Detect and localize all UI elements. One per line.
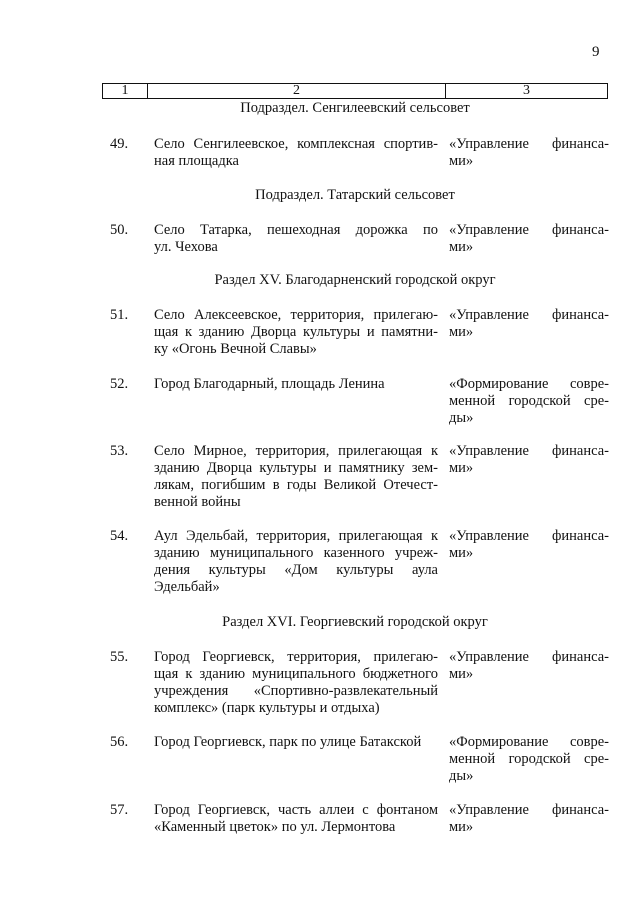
entry-number: 50. — [110, 222, 129, 238]
program-line: менной городской сре- — [449, 751, 609, 767]
program-line: ми» — [449, 239, 474, 255]
program-line: ми» — [449, 153, 474, 169]
program-line: «Управление финанса- — [449, 222, 609, 238]
entry-place — [154, 443, 438, 511]
place-line: Город Георгиевск, территория, прилегаю- — [154, 649, 438, 665]
program-line: ми» — [449, 324, 474, 340]
column-number-1: 1 — [103, 84, 148, 99]
entry-place — [154, 222, 438, 256]
program-line: менной городской сре- — [449, 393, 609, 409]
program-line: «Управление финанса- — [449, 136, 609, 152]
place-line: зданию муниципального казенного учреж- — [154, 545, 438, 561]
entry-place — [154, 528, 438, 596]
entry-number: 53. — [110, 443, 129, 459]
entry-number: 51. — [110, 307, 129, 323]
program-line: ми» — [449, 819, 474, 835]
place-line: ку «Огонь Вечной Славы» — [154, 341, 317, 357]
table-header — [102, 83, 608, 99]
place-line: Эдельбай» — [154, 579, 220, 595]
entry-program — [449, 802, 609, 836]
entry-program — [449, 734, 609, 785]
place-line: Аул Эдельбай, территория, прилегающая к — [154, 528, 438, 544]
place-line: венной войны — [154, 494, 241, 510]
place-line: комплекс» (парк культуры и отдыха) — [154, 700, 380, 716]
program-line: ми» — [449, 666, 474, 682]
place-line: лякам, погибшим в годы Великой Отечест- — [154, 477, 438, 493]
entry-program — [449, 136, 609, 170]
subsection-heading-tatarsky: Подраздел. Татарский сельсовет — [255, 187, 455, 203]
entry-number: 49. — [110, 136, 129, 152]
place-line: Село Татарка, пешеходная дорожка по — [154, 222, 438, 238]
column-number-3: 3 — [446, 84, 608, 99]
subsection-heading-sengileevsky: Подраздел. Сенгилеевский сельсовет — [240, 100, 470, 116]
place-line: Город Георгиевск, парк по улице Батакской — [154, 734, 422, 750]
program-line: ды» — [449, 768, 474, 784]
program-line: «Управление финанса- — [449, 649, 609, 665]
place-line: ная площадка — [154, 153, 239, 169]
entry-program — [449, 376, 609, 427]
section-heading-georgievsky: Раздел XVI. Георгиевский городской округ — [222, 614, 488, 630]
entry-place — [154, 307, 438, 358]
place-line: Село Мирное, территория, прилегающая к — [154, 443, 438, 459]
program-line: «Управление финанса- — [449, 307, 609, 323]
entry-place — [154, 734, 438, 751]
place-line: зданию Дворца культуры и памятнику зем- — [154, 460, 438, 476]
program-line: «Управление финанса- — [449, 528, 609, 544]
place-line: «Каменный цветок» по ул. Лермонтова — [154, 819, 396, 835]
entry-place — [154, 136, 438, 170]
section-heading-blagodarnensky: Раздел XV. Благодарненский городской округ — [214, 272, 496, 288]
entry-number: 56. — [110, 734, 129, 750]
entry-program — [449, 222, 609, 256]
entry-number: 57. — [110, 802, 129, 818]
place-line: Город Благодарный, площадь Ленина — [154, 376, 385, 392]
column-number-2: 2 — [148, 84, 446, 99]
program-line: «Формирование совре- — [449, 376, 609, 392]
place-line: щая к зданию Дворца культуры и памятни- — [154, 324, 438, 340]
entry-number: 55. — [110, 649, 129, 665]
program-line: «Формирование совре- — [449, 734, 609, 750]
place-line: ул. Чехова — [154, 239, 218, 255]
program-line: ми» — [449, 545, 474, 561]
place-line: Село Алексеевское, территория, прилегаю- — [154, 307, 438, 323]
program-line: «Управление финанса- — [449, 802, 609, 818]
program-line: «Управление финанса- — [449, 443, 609, 459]
entry-number: 52. — [110, 376, 129, 392]
entry-place — [154, 802, 438, 836]
entry-place — [154, 649, 438, 717]
place-line: щая к зданию муниципального бюджетного — [154, 666, 438, 682]
entry-program — [449, 649, 609, 683]
entry-program — [449, 528, 609, 562]
entry-number: 54. — [110, 528, 129, 544]
entry-program — [449, 443, 609, 477]
page-number: 9 — [592, 44, 600, 60]
entry-place — [154, 376, 438, 393]
entry-program — [449, 307, 609, 341]
program-line: ды» — [449, 410, 474, 426]
place-line: Город Георгиевск, часть аллеи с фонтаном — [154, 802, 438, 818]
place-line: Село Сенгилеевское, комплексная спортив- — [154, 136, 438, 152]
place-line: дения культуры «Дом культуры аула — [154, 562, 438, 578]
program-line: ми» — [449, 460, 474, 476]
place-line: учреждения «Спортивно-развлекательный — [154, 683, 438, 699]
